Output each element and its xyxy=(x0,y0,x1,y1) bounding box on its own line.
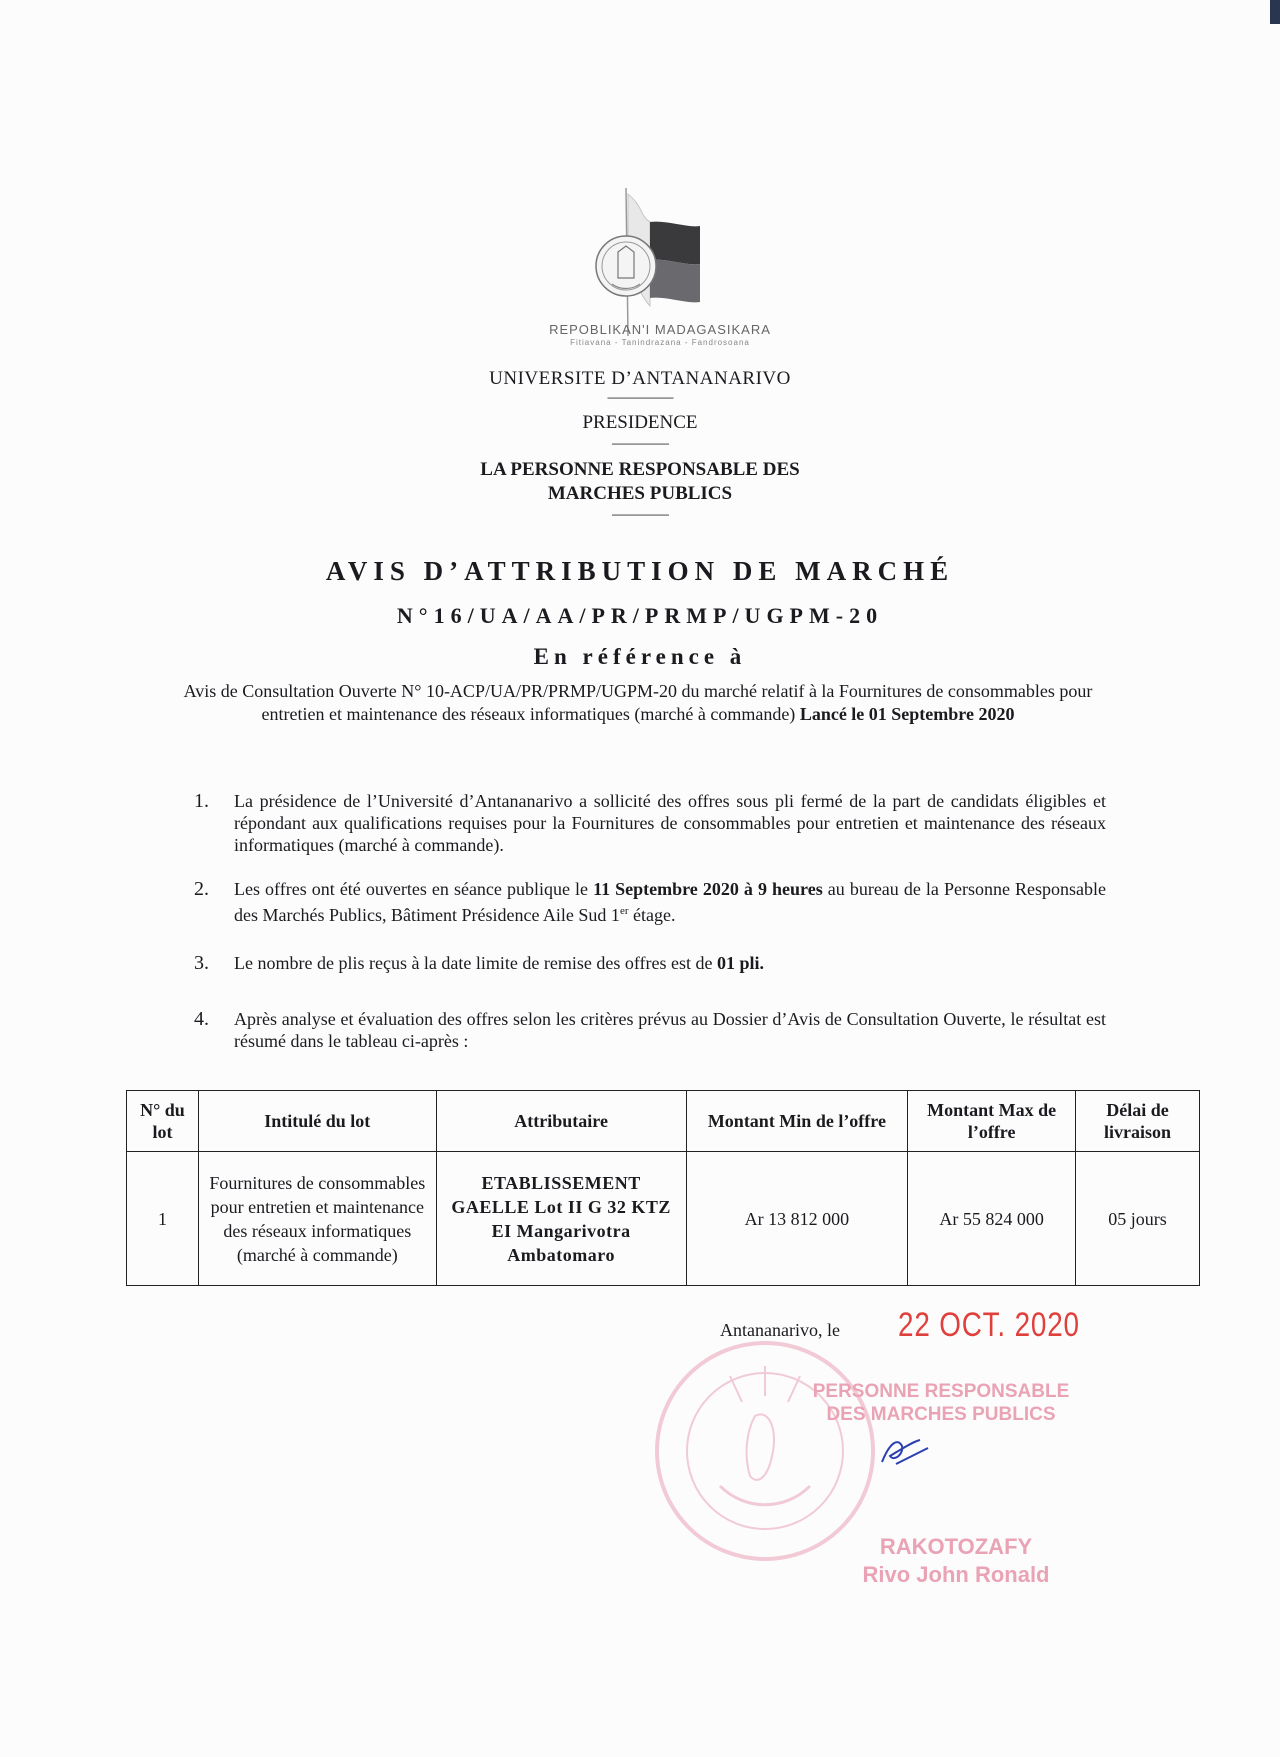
signatory-block xyxy=(836,1533,1076,1589)
prmp-line-1: LA PERSONNE RESPONSABLE DES xyxy=(480,459,800,480)
item-number: 3. xyxy=(194,952,209,974)
handwritten-signature xyxy=(876,1432,936,1472)
intro-text: Avis de Consultation Ouverte N° 10-ACP/UA/PR/PRMP/UGPM-20 du marché relatif à la Fournitures de consommables pour entretien et maintenance des réseaux informatiques (marché à commande) xyxy=(183,681,1093,724)
table-row xyxy=(127,1152,1200,1286)
item-number: 4. xyxy=(194,1008,209,1030)
item-text-part: Le nombre de plis reçus à la date limite de remise des offres est de xyxy=(234,953,717,973)
prmp-line-2: MARCHES PUBLICS xyxy=(547,483,733,504)
item-text: La présidence de l’Université d’Antananarivo a sollicité des offres sous pli fermé de la part de candidats éligibles et répondant aux qualifications requises pour la Fournitures de consommables pour entretien et maintenance des réseaux informatiques (marché à commande). xyxy=(234,791,1106,855)
item-opening-datetime: 11 Septembre 2020 à 9 heures xyxy=(593,879,823,899)
item-number: 2. xyxy=(194,878,209,900)
cell-awardee: ETABLISSEMENT GAELLE Lot II G 32 KTZ EI Mangarivotra Ambatomaro xyxy=(436,1152,686,1286)
item-text-part: étage. xyxy=(628,905,676,925)
reference-label: En référence à xyxy=(533,644,747,669)
list-item xyxy=(194,790,1106,856)
item-text xyxy=(234,878,1106,926)
notice-number: N°16/UA/AA/PR/PRMP/UGPM-20 xyxy=(396,603,884,628)
header-awardee: Attributaire xyxy=(436,1091,686,1152)
divider: ---------------------- xyxy=(607,390,673,404)
divider: ------------------- xyxy=(611,436,669,450)
cell-lot-title: Fournitures de consommables pour entretien et maintenance des réseaux informatiques (marché à commande) xyxy=(198,1152,436,1286)
cell-min-amount: Ar 13 812 000 xyxy=(686,1152,908,1286)
scan-edge-mark xyxy=(1270,0,1280,24)
intro-launch-date: Lancé le 01 Septembre 2020 xyxy=(799,704,1015,724)
republic-motto: Fitiavana - Tanindrazana - Fandrosoana xyxy=(570,338,750,347)
list-item xyxy=(194,952,1106,974)
republic-name: REPOBLIKAN'I MADAGASIKARA xyxy=(549,322,771,337)
intro-paragraph xyxy=(168,680,1108,726)
date-stamp: 22 OCT. 2020 xyxy=(898,1306,1080,1344)
university-seal-stamp xyxy=(650,1336,880,1566)
header-delivery-time: Délai de livraison xyxy=(1076,1091,1200,1152)
signatory-firstname: Rivo John Ronald xyxy=(862,1562,1050,1587)
header-max-amount: Montant Max de l’offre xyxy=(908,1091,1076,1152)
item-text-part: au bureau de la Personne Responsable des Marchés Publics, Bâtiment Présidence Aile Sud 1 xyxy=(234,879,1106,925)
list-item xyxy=(194,878,1106,926)
award-results-table xyxy=(126,1090,1200,1286)
presidence-label: PRESIDENCE xyxy=(582,412,698,433)
cell-max-amount: Ar 55 824 000 xyxy=(908,1152,1076,1286)
signatory-surname: RAKOTOZAFY xyxy=(879,1534,1033,1559)
item-text xyxy=(234,952,1106,974)
cell-delivery-time: 05 jours xyxy=(1076,1152,1200,1286)
prmp-heading xyxy=(0,458,1280,506)
cell-lot-number: 1 xyxy=(127,1152,199,1286)
header-lot-number: N° du lot xyxy=(127,1091,199,1152)
header-min-amount: Montant Min de l’offre xyxy=(686,1091,908,1152)
item-bid-count: 01 pli. xyxy=(717,953,765,973)
table-header-row xyxy=(127,1091,1200,1152)
divider: ------------------- xyxy=(611,507,669,521)
item-number: 1. xyxy=(194,790,209,812)
item-text: Après analyse et évaluation des offres selon les critères prévus au Dossier d’Avis de Consultation Ouverte, le résultat est résumé dans le tableau ci-après : xyxy=(234,1009,1106,1051)
item-text-part: Les offres ont été ouvertes en séance publique le xyxy=(234,879,594,899)
university-name: UNIVERSITE D’ANTANANARIVO xyxy=(489,368,791,389)
document-title: AVIS D’ATTRIBUTION DE MARCHÉ xyxy=(325,556,955,586)
stamp-title: PERSONNE RESPONSABLE DES MARCHES PUBLICS xyxy=(812,1381,1070,1425)
header-lot-title: Intitulé du lot xyxy=(198,1091,436,1152)
place-label: Antananarivo, le xyxy=(720,1320,840,1340)
list-item xyxy=(194,1008,1106,1052)
item-superscript: er xyxy=(619,905,629,917)
